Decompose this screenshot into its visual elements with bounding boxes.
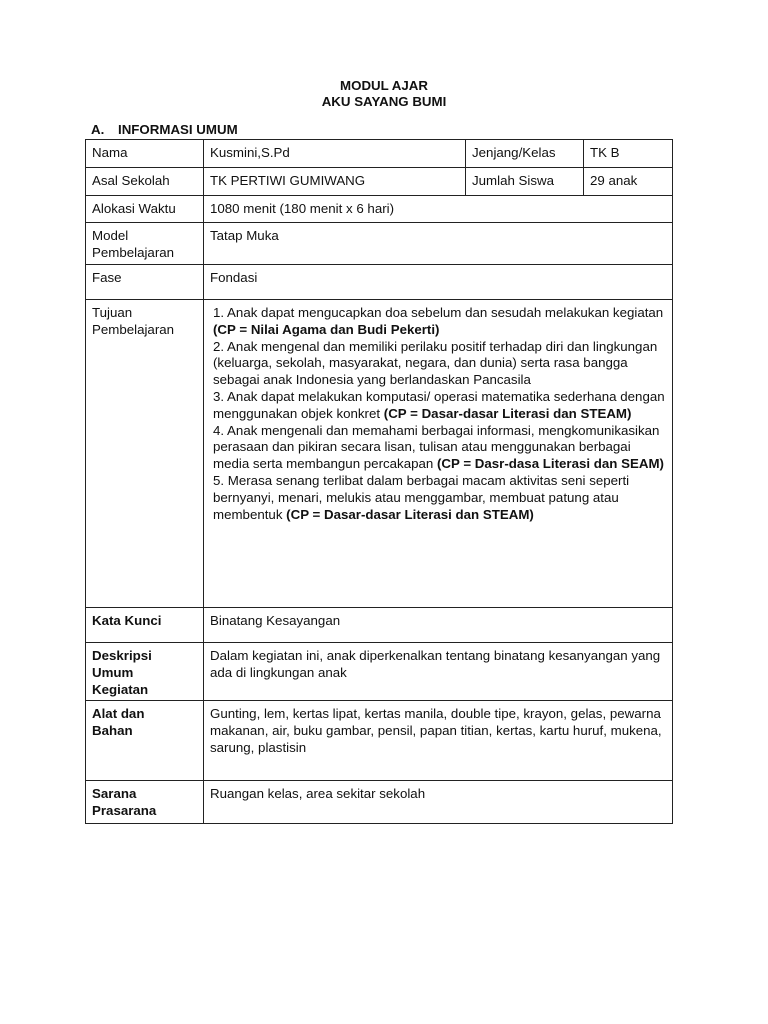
- row-sarana: [86, 781, 673, 824]
- value-kata-kunci: Binatang Kesayangan: [204, 608, 673, 643]
- goal-text: 5. Merasa senang terlibat dalam berbagai macam aktivitas seni seperti bernyanyi, menari, melukis atau menggambar, membuat patung atau membentuk: [213, 472, 630, 522]
- goal-text: 2. Anak mengenal dan memiliki perilaku positif terhadap diri dan lingkungan (keluarga, sekolah, masyarakat, negara, dan dunia) serta rasa bangga sebagai anak Indonesia yang berlandaskan Pancasila: [213, 338, 658, 388]
- label-alat-bahan: [86, 701, 204, 781]
- label-jumlah-siswa: Jumlah Siswa: [466, 168, 584, 196]
- info-table: [85, 139, 673, 824]
- value-asal-sekolah: TK PERTIWI GUMIWANG: [204, 168, 466, 196]
- label-model-line-2: Pembelajaran: [92, 244, 175, 260]
- label-tujuan-line-1: Tujuan: [92, 305, 133, 320]
- goal-list: [210, 305, 666, 523]
- row-alokasi-waktu: [86, 196, 673, 223]
- label-alokasi-waktu: Alokasi Waktu: [86, 196, 204, 223]
- label-alat-bahan-line-1: Alat dan: [92, 706, 145, 721]
- label-jenjang: Jenjang/Kelas: [466, 140, 584, 168]
- goal-text: 4. Anak mengenali dan memahami berbagai informasi, mengkomunikasikan perasaan dan pikiran secara lisan, tulisan atau menggunakan berbagai media serta membangun percakapan: [213, 422, 660, 472]
- row-nama: [86, 140, 673, 168]
- label-tujuan: [86, 300, 204, 608]
- row-kata-kunci: [86, 608, 673, 643]
- value-alat-bahan: Gunting, lem, kertas lipat, kertas manila, double tipe, krayon, gelas, pewarna makanan, air, buku gambar, pensil, papan titian, kertas, kartu huruf, mukena, sarung, plastisin: [204, 701, 673, 781]
- goal-item-2: [213, 339, 666, 389]
- value-sarana: Ruangan kelas, area sekitar sekolah: [204, 781, 673, 824]
- value-tujuan: [204, 300, 673, 608]
- row-deskripsi: [86, 643, 673, 701]
- section-heading: [91, 122, 238, 138]
- goal-text: 1. Anak dapat mengucapkan doa sebelum dan sesudah melakukan kegiatan: [213, 305, 664, 320]
- row-asal-sekolah: [86, 168, 673, 196]
- label-sarana-line-2: Prasarana: [92, 802, 157, 818]
- row-alat-bahan: [86, 701, 673, 781]
- goal-item-1: [213, 305, 666, 339]
- value-model: Tatap Muka: [204, 223, 673, 265]
- goal-cp: (CP = Dasar-dasar Literasi dan STEAM): [383, 405, 632, 421]
- row-model: [86, 223, 673, 265]
- label-fase: Fase: [86, 265, 204, 300]
- goal-text: 3. Anak dapat melakukan komputasi/ operasi matematika sederhana dengan menggunakan objek konkret: [213, 388, 665, 421]
- value-fase: Fondasi: [204, 265, 673, 300]
- goal-item-4: [213, 423, 666, 473]
- goal-cp: (CP = Dasr-dasa Literasi dan SEAM): [436, 456, 664, 472]
- value-nama: Kusmini,S.Pd: [204, 140, 466, 168]
- value-deskripsi: Dalam kegiatan ini, anak diperkenalkan tentang binatang kesanyangan yang ada di lingkungan anak: [204, 643, 673, 701]
- label-sarana-line-1: Sarana: [92, 786, 137, 801]
- label-kata-kunci: Kata Kunci: [86, 608, 204, 643]
- label-model-line-1: Model: [92, 228, 129, 243]
- value-jenjang: TK B: [584, 140, 673, 168]
- goal-item-3: [213, 389, 666, 423]
- title-line-2: AKU SAYANG BUMI: [321, 94, 447, 109]
- row-fase: [86, 265, 673, 300]
- label-model: [86, 223, 204, 265]
- label-asal-sekolah: Asal Sekolah: [86, 168, 204, 196]
- document-title: [0, 78, 768, 110]
- label-tujuan-line-2: Pembelajaran: [92, 321, 175, 337]
- section-title: INFORMASI UMUM: [118, 122, 238, 137]
- goal-item-5: [213, 473, 666, 523]
- label-deskripsi-line-3: Kegiatan: [92, 681, 149, 697]
- goal-cp: (CP = Nilai Agama dan Budi Pekerti): [213, 321, 440, 337]
- section-number: A.: [91, 122, 105, 137]
- label-deskripsi-line-2: Umum: [92, 664, 134, 680]
- row-tujuan: [86, 300, 673, 608]
- label-deskripsi-line-1: Deskripsi: [92, 648, 152, 663]
- goal-cp: (CP = Dasar-dasar Literasi dan STEAM): [286, 506, 534, 522]
- label-sarana: [86, 781, 204, 824]
- label-deskripsi: [86, 643, 204, 701]
- value-alokasi-waktu: 1080 menit (180 menit x 6 hari): [204, 196, 673, 223]
- value-jumlah-siswa: 29 anak: [584, 168, 673, 196]
- label-nama: Nama: [86, 140, 204, 168]
- title-line-1: MODUL AJAR: [340, 78, 428, 93]
- label-alat-bahan-line-2: Bahan: [92, 722, 133, 738]
